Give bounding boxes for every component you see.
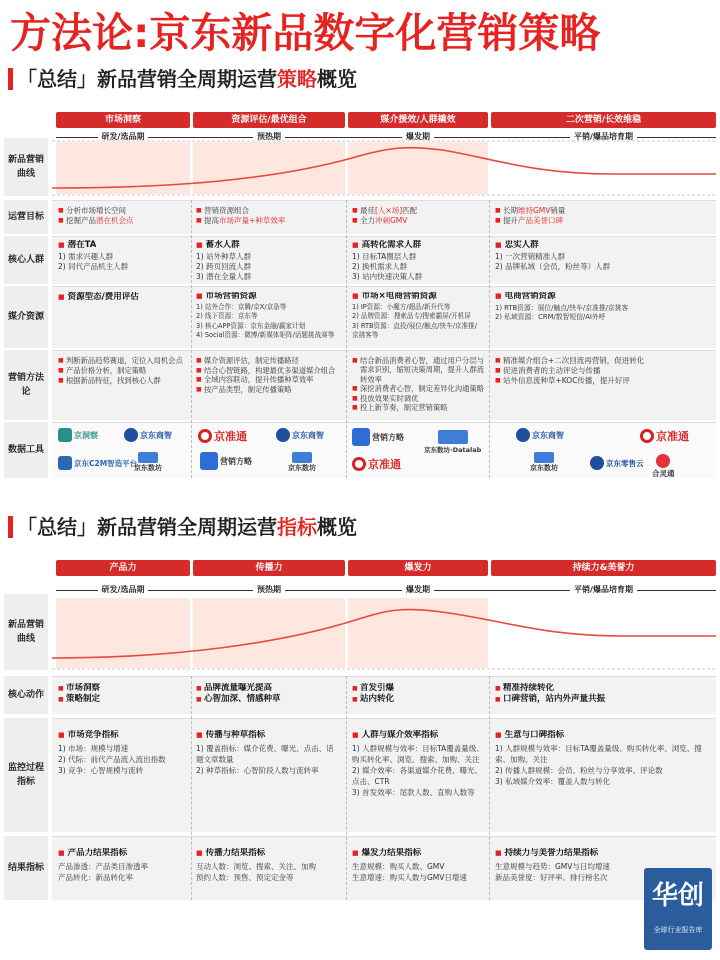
goal-1-line-2: ■ 挖掘产品潜在机会点: [58, 216, 188, 226]
people-cell-3: ■ 高转化需求人群 1) 目标TA圈层人群 2) 换机需求人群 3) 站内快速决策人群: [352, 240, 484, 282]
goal-4-line-1: ■ 长期维持GMV销量: [495, 206, 710, 216]
phase2-bar-4: 持续力&美誉力: [491, 560, 716, 576]
media-cell-4: ■ 电商营销资源 1) RTB资源：展位/触点/快车/京准推/京挑客 2) 私域资源：CRM/数智短信/AI外呼: [495, 292, 710, 323]
curve2-highlight-2: [193, 598, 345, 668]
jzt-icon: [198, 429, 212, 443]
action-cell-1: ■ 市场洞察 ■ 策略制定: [58, 683, 188, 705]
people-cell-1: ■ 潜在TA 1) 需求兴趣人群 2) 同代产品机主人群: [58, 240, 188, 272]
section2-title-pre: 「总结」新品营销全周期运营: [17, 515, 277, 539]
fanglue-icon: [352, 428, 370, 446]
column-divider: [191, 200, 192, 478]
title-accent-bar: [8, 516, 13, 538]
phase-bar-4: 二次营销/长效维稳: [491, 112, 716, 128]
media-cell-3: ■ 市场×电商营销资源 1) IP资源：小魔方/超品/新升代等 2) 品牌资源：搜索品专/搜索霸屏/开机屏 3) RTB资源：直投/展位/触点/快车/京准推/ 京挑客等: [352, 292, 488, 340]
row-label-curve: 新品营销曲线: [4, 138, 48, 196]
stage2-label-4: 平销/爆品培育期: [491, 583, 716, 597]
jdsz-icon: [516, 428, 530, 442]
method-cell-2: ■ 媒介资源评估，制定传播路径 ■ 结合心智链路，构建最优多渠道媒介组合 ■ 全域内容联动，提升传播种草效率 ■ 按产品类型，制定传播策略: [196, 356, 341, 394]
tool-logo-fanglue: 营销方略: [200, 452, 252, 470]
process-cell-2: ■ 传播与种草指标 1) 覆盖指标：媒介花费、曝光、点击、话题文章数量 2) 种草指标：心智阶段人数与流转率: [196, 730, 341, 776]
column-divider: [489, 676, 490, 900]
column-divider: [489, 200, 490, 478]
goal-4-line-2: ■ 提升产品美誉口碑: [495, 216, 710, 226]
tool-logo-jzt-1: 京准通: [198, 428, 247, 444]
c2m-icon: [58, 456, 72, 470]
section1-title-highlight: 策略: [277, 67, 317, 91]
tool-logo-jzt-2: 京准通: [352, 456, 401, 472]
tool-logo-c2m: 京东C2M智造平台: [58, 456, 137, 470]
fanglue-icon: [200, 452, 218, 470]
jdsz-icon: [276, 428, 290, 442]
goal-cell-3: [352, 206, 484, 226]
method-cell-4: ■ 精准媒介组合+二次回流再营销，促进转化 ■ 促进消费者的主动评论与传播 ■ 站外信息流种草+KOC传播，提升好评: [495, 356, 710, 386]
watermark-main: 华创: [651, 881, 704, 911]
media-cell-2: ■ 市场营销资源 1) 站外合作：京腾/京X/京条等 2) 线下资源：京东等 3) 核心APP资源：京东金融/赢家计划 4) Social资源：微博/新媒体矩阵/话题挑战赛等: [196, 292, 344, 340]
tool-logo-jdsz-2: 京东商智: [276, 428, 324, 442]
row2-label-action: 核心动作: [4, 676, 48, 714]
phase2-bar-1: 产品力: [56, 560, 190, 576]
process-cell-3: ■ 人群与媒介效率指标 1) 人群规模与效率：目标TA覆盖量级、购买转化率、浏览、搜索、加购、关注 2) 媒介效率：各渠道媒介花费、曝光、点击、CTR 3) 首发效率：尾款人数、直购人数等: [352, 730, 486, 798]
goal-3-line-2: ■ 全力冲刺GMV: [352, 216, 484, 226]
tool-logo-fanglue-2: 营销方略: [352, 428, 404, 446]
row2-label-result: 结果指标: [4, 836, 48, 900]
watermark-sub: 全球行业报告库: [653, 926, 703, 934]
process-cell-1: ■ 市场竞争指标 1) 市场：规模与增速 2) 代际：前代产品流入流出指数 3) 竞争：心智规模与流转: [58, 730, 188, 776]
column-divider: [191, 676, 192, 900]
jdinsight-icon: [58, 428, 72, 442]
stage2-label-2: 预热期: [193, 583, 345, 597]
method-cell-1: ■ 判断新品趋势赛道，定位入局机会点 ■ 产品价格分析，制定策略 ■ 根据新品特征，找到核心人群: [58, 356, 188, 386]
tool-logo-lingshouyun: 京东零售云: [590, 456, 644, 470]
goal-2-line-2: ■ 提高市场声量+种草效率: [196, 216, 341, 226]
main-title: 方法论:京东新品数字化营销策略: [10, 9, 601, 57]
section1-title-post: 概览: [317, 67, 357, 91]
section1-title-pre: 「总结」新品营销全周期运营: [17, 67, 277, 91]
tool-logo-shufang-3: 京东数坊: [530, 452, 558, 473]
curve2-highlight-3: [348, 598, 488, 668]
stage-label-2: 预热期: [193, 130, 345, 144]
shufang-icon: [292, 452, 312, 463]
tool-logo-helingtong: 合灵通: [652, 454, 675, 479]
helingtong-icon: [656, 454, 670, 468]
row-label-people: 核心人群: [4, 236, 48, 284]
stage2-label-3: 爆发期: [348, 583, 488, 597]
shufang-icon: [534, 452, 554, 463]
row2-label-curve: 新品营销曲线: [4, 594, 48, 670]
lingshouyun-icon: [590, 456, 604, 470]
tool-logo-jdsz: 京东商智: [124, 428, 172, 442]
tool-logo-shufang-2: 京东数坊: [288, 452, 316, 473]
people-cell-4: ■ 忠实人群 1) 一次营销精准人群 2) 品牌私域（会员，粉丝等）人群: [495, 240, 710, 272]
goal-cell-4: [495, 206, 710, 226]
goal-cell-2: ■ 营销资源组合 ■ 提高市场声量+种草效率: [196, 206, 341, 226]
phase2-bar-2: 传播力: [193, 560, 345, 576]
result-cell-1: ■ 产品力结果指标 产品渗透：产品类目渗透率 产品转化：新品转化率: [58, 848, 188, 883]
shufang-icon: [138, 452, 158, 463]
column-divider: [346, 676, 347, 900]
process-cell-4: ■ 生意与口碑指标 1) 人群规模与效率：目标TA覆盖量级、购买转化率、浏览、搜索、加购、关注 2) 传播人群规模：会员、粉丝与分享效率、评论数 3) 私域媒介效率：覆盖人数与转化: [495, 730, 710, 787]
column-divider: [346, 200, 347, 478]
section2-title-post: 概览: [317, 515, 357, 539]
section2-title-highlight: 指标: [277, 515, 317, 539]
goal-3-line-1: ■ 最佳[人×场]匹配: [352, 206, 484, 216]
marketing-curve-2: [52, 596, 716, 670]
title-accent-bar: [8, 68, 13, 90]
jzt-icon: [352, 457, 366, 471]
section2-title: [8, 512, 357, 542]
method-cell-3: ■ 结合新品消费者心智，通过用户分层与需求识别，缩短决策周期，提升人群流转效率 ■ 深挖消费者心智，制定差异化沟通策略 ■ 投放效果实时调优 ■ 投上新节奏，制定营销策略: [352, 356, 486, 420]
people-cell-2: ■ 蓄水人群 1) 站外种草人群 2) 跨页回流人群 3) 潜在全量人群: [196, 240, 341, 282]
row2-label-process: 监控过程指标: [4, 718, 48, 832]
phase-bar-1: 市场洞察: [56, 112, 190, 128]
goal-cell-1: ■ 分析市场增长空间 ■ 挖掘产品潜在机会点: [58, 206, 188, 226]
datalab-icon: [438, 430, 468, 444]
stage-label-3: 爆发期: [348, 130, 488, 144]
curve-highlight-3: [348, 142, 488, 194]
section1-title: [8, 64, 357, 94]
action-cell-4: ■ 精准持续转化 ■ 口碑营销，站内外声量共振: [495, 683, 710, 705]
phase2-bar-3: 爆发力: [348, 560, 488, 576]
jzt-icon: [640, 429, 654, 443]
stage-label-4: 平销/爆品培育期: [491, 130, 716, 144]
tool-logo-jzt-3: 京准通: [640, 428, 689, 444]
phase-bar-2: 资源评估/最优组合: [193, 112, 345, 128]
tool-logo-datalab: 京东数坊-Datalab: [424, 430, 481, 454]
jdsz-icon: [124, 428, 138, 442]
result-cell-4: ■ 持续力与美誉力结果指标 生意规模与趋势：GMV与日均增速 新品美誉度：好评率、排行榜名次: [495, 848, 640, 883]
stage2-label-1: 研发/选品期: [56, 583, 190, 597]
tool-logo-jdsz-3: 京东商智: [516, 428, 564, 442]
phase-bar-3: 媒介援效/人群撬效: [348, 112, 488, 128]
tool-logo-jdinsight: 京洞察: [58, 428, 98, 442]
row-label-goal: 运营目标: [4, 200, 48, 234]
row-label-method: 营销方法论: [4, 350, 48, 420]
result-cell-2: ■ 传播力结果指标 互动人数：浏览、搜索、关注、加购 预约人数：预售、预定定金等: [196, 848, 341, 883]
curve-highlight-2: [193, 142, 345, 194]
action-cell-2: ■ 品牌流量曝光提高 ■ 心智加深、情感种草: [196, 683, 341, 705]
tool-logo-shufang: 京东数坊: [134, 452, 162, 473]
marketing-curve-1: [52, 140, 716, 196]
stage-label-1: 研发/选品期: [56, 130, 190, 144]
row-label-media: 媒介资源: [4, 286, 48, 348]
action-cell-3: ■ 首发引爆 ■ 站内转化: [352, 683, 484, 705]
row-label-tools: 数据工具: [4, 422, 48, 478]
watermark-logo: [644, 868, 712, 950]
result-cell-3: ■ 爆发力结果指标 生意规模：购买人数、GMV 生意增速：购买人数与GMV日增速: [352, 848, 486, 883]
media-cell-1: ■ 资源型态/费用评估: [58, 292, 188, 304]
